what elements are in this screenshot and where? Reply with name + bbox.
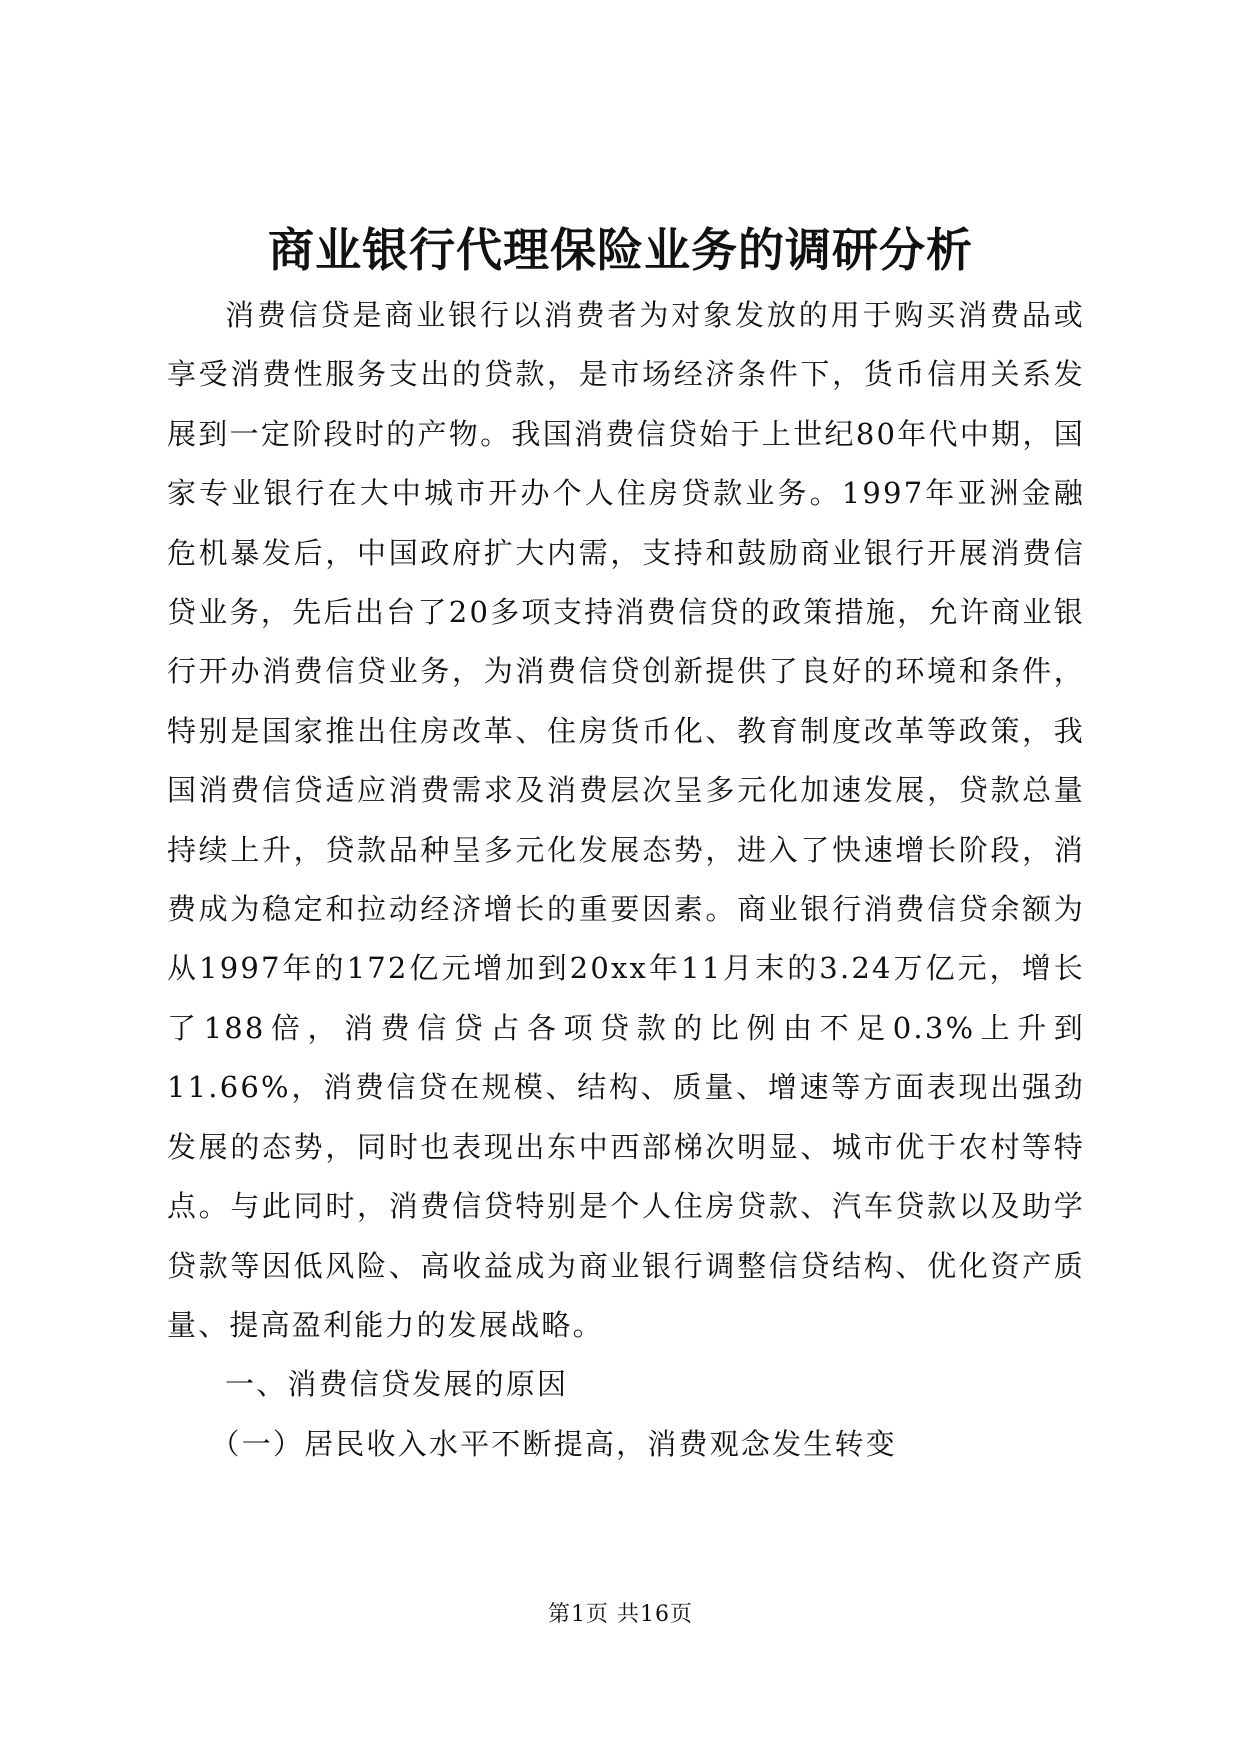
subsection-heading: （一）居民收入水平不断提高，消费观念发生转变 xyxy=(210,1426,897,1461)
document-title: 商业银行代理保险业务的调研分析 xyxy=(268,223,973,277)
section-heading: 一、消费信贷发展的原因 xyxy=(225,1367,569,1402)
document-body xyxy=(167,286,1085,1474)
body-paragraph: 消费信贷是商业银行以消费者为对象发放的用于购买消费品或享受消费性服务支出的贷款，是市场经济条件下，货币信用关系发展到一定阶段时的产物。我国消费信贷始于上世纪80年代中期，国家专业银行在大中城市开办个人住房贷款业务。1997年亚洲金融危机暴发后，中国政府扩大内需，支持和鼓励商业银行开展消费信贷业务，先后出台了20多项支持消费信贷的政策措施，允许商业银行开办消费信贷业务，为消费信贷创新提供了良好的环境和条件，特别是国家推出住房改革、住房货币化、教育制度改革等政策，我国消费信贷适应消费需求及消费层次呈多元化加速发展，贷款总量持续上升，贷款品种呈多元化发展态势，进入了快速增长阶段，消费成为稳定和拉动经济增长的重要因素。商业银行消费信贷余额为从1997年的172亿元增加到20xx年11月末的3.24万亿元，增长了188倍，消费信贷占各项贷款的比例由不足0.3%上升到11.66%，消费信贷在规模、结构、质量、增速等方面表现出强劲发展的态势，同时也表现出东中西部梯次明显、城市优于农村等特点。与此同时，消费信贷特别是个人住房贷款、汽车贷款以及助学贷款等因低风险、高收益成为商业银行调整信贷结构、优化资产质量、提高盈利能力的发展战略。 xyxy=(167,298,1085,1342)
page-number-footer: 第1页 共16页 xyxy=(548,1602,693,1627)
